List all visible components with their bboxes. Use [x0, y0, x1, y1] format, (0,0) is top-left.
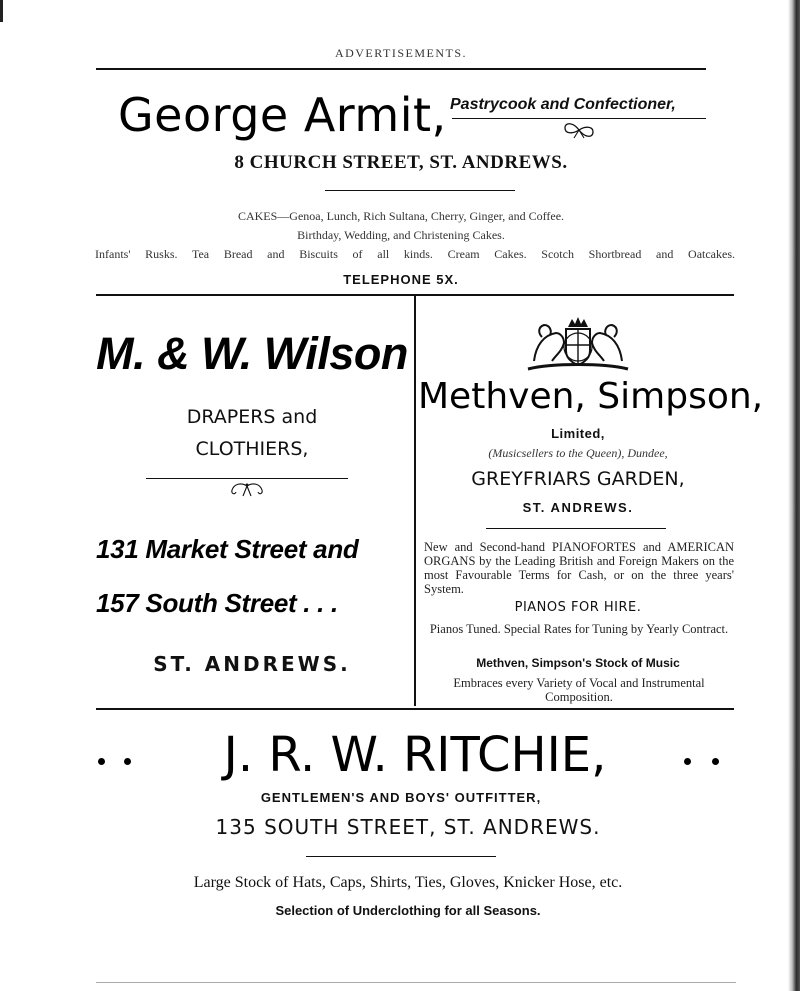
armit-trade: Pastrycook and Confectioner, [450, 96, 676, 113]
wilson-trade-line1: DRAPERS and [186, 406, 318, 428]
methven-appointment: (Musicsellers to the Queen), Dundee, [488, 446, 668, 460]
column-divider [414, 296, 416, 706]
armit-cakes-line: CAKES—Genoa, Lunch, Rich Sultana, Cherry, Ginger, and Coffee. [237, 209, 565, 223]
methven-stock-heading: Methven, Simpson's Stock of Music [476, 656, 680, 670]
page-edge-shadow [788, 0, 800, 991]
armit-products-line: Infants' Rusks. Tea Bread and Biscuits of all kinds. Cream Cakes. Scotch Shortbread and Oatcakes. [95, 247, 735, 261]
ritchie-address: 135 SOUTH STREET, ST. ANDREWS. [215, 815, 601, 839]
methven-tuning-text: Pianos Tuned. Special Rates for Tuning by Yearly Contract. [429, 622, 729, 636]
wilson-name: M. & W. Wilson [96, 328, 408, 379]
methven-limited: Limited, [551, 426, 605, 441]
ritchie-divider [306, 856, 496, 857]
ritchie-selection-line: Selection of Underclothing for all Seasons. [275, 903, 541, 918]
ornament-icon [562, 120, 596, 140]
wilson-town: ST. ANDREWS. [153, 652, 351, 676]
armit-address: 8 CHURCH STREET, ST. ANDREWS. [234, 152, 568, 173]
wilson-address-line2: 157 South Street . . . [96, 588, 338, 618]
methven-pianofortes-text: New and Second-hand PIANOFORTES and AMERICAN ORGANS by the Leading British and Foreign Makers on the most Favourable Terms for Cash, or on the three years' System. [424, 540, 734, 596]
ornament-icon [226, 482, 268, 498]
armit-trade-rule [452, 118, 706, 119]
wilson-address-line1: 131 Market Street and [96, 534, 359, 564]
methven-garden: GREYFRIARS GARDEN, [471, 468, 685, 490]
wilson-divider [146, 478, 348, 479]
armit-divider [325, 190, 515, 191]
methven-stock-text: Embraces every Variety of Vocal and Instrumental Composition. [453, 676, 705, 704]
wilson-trade-line2: CLOTHIERS, [195, 438, 309, 460]
armit-name: George Armit, [118, 88, 447, 142]
armit-celebration-line: Birthday, Wedding, and Christening Cakes. [297, 228, 505, 242]
ritchie-stock-line: Large Stock of Hats, Caps, Shirts, Ties, Gloves, Knicker Hose, etc. [193, 874, 623, 891]
methven-pianos-for-hire: PIANOS FOR HIRE. [514, 600, 642, 615]
methven-town: ST. ANDREWS. [522, 500, 634, 515]
methven-divider [486, 528, 666, 529]
royal-arms-icon [522, 315, 634, 373]
ritchie-trade: GENTLEMEN'S AND BOYS' OUTFITTER, [260, 790, 542, 805]
top-rule [96, 68, 706, 70]
methven-name: Methven, Simpson, [418, 376, 764, 417]
ritchie-name: J. R. W. RITCHIE, [223, 727, 607, 783]
armit-telephone: TELEPHONE 5X. [343, 272, 459, 287]
running-head: ADVERTISEMENTS. [334, 46, 468, 60]
scan-edge-mark [0, 0, 3, 22]
bottom-scan-line [96, 982, 736, 983]
section-rule-2 [96, 708, 734, 710]
